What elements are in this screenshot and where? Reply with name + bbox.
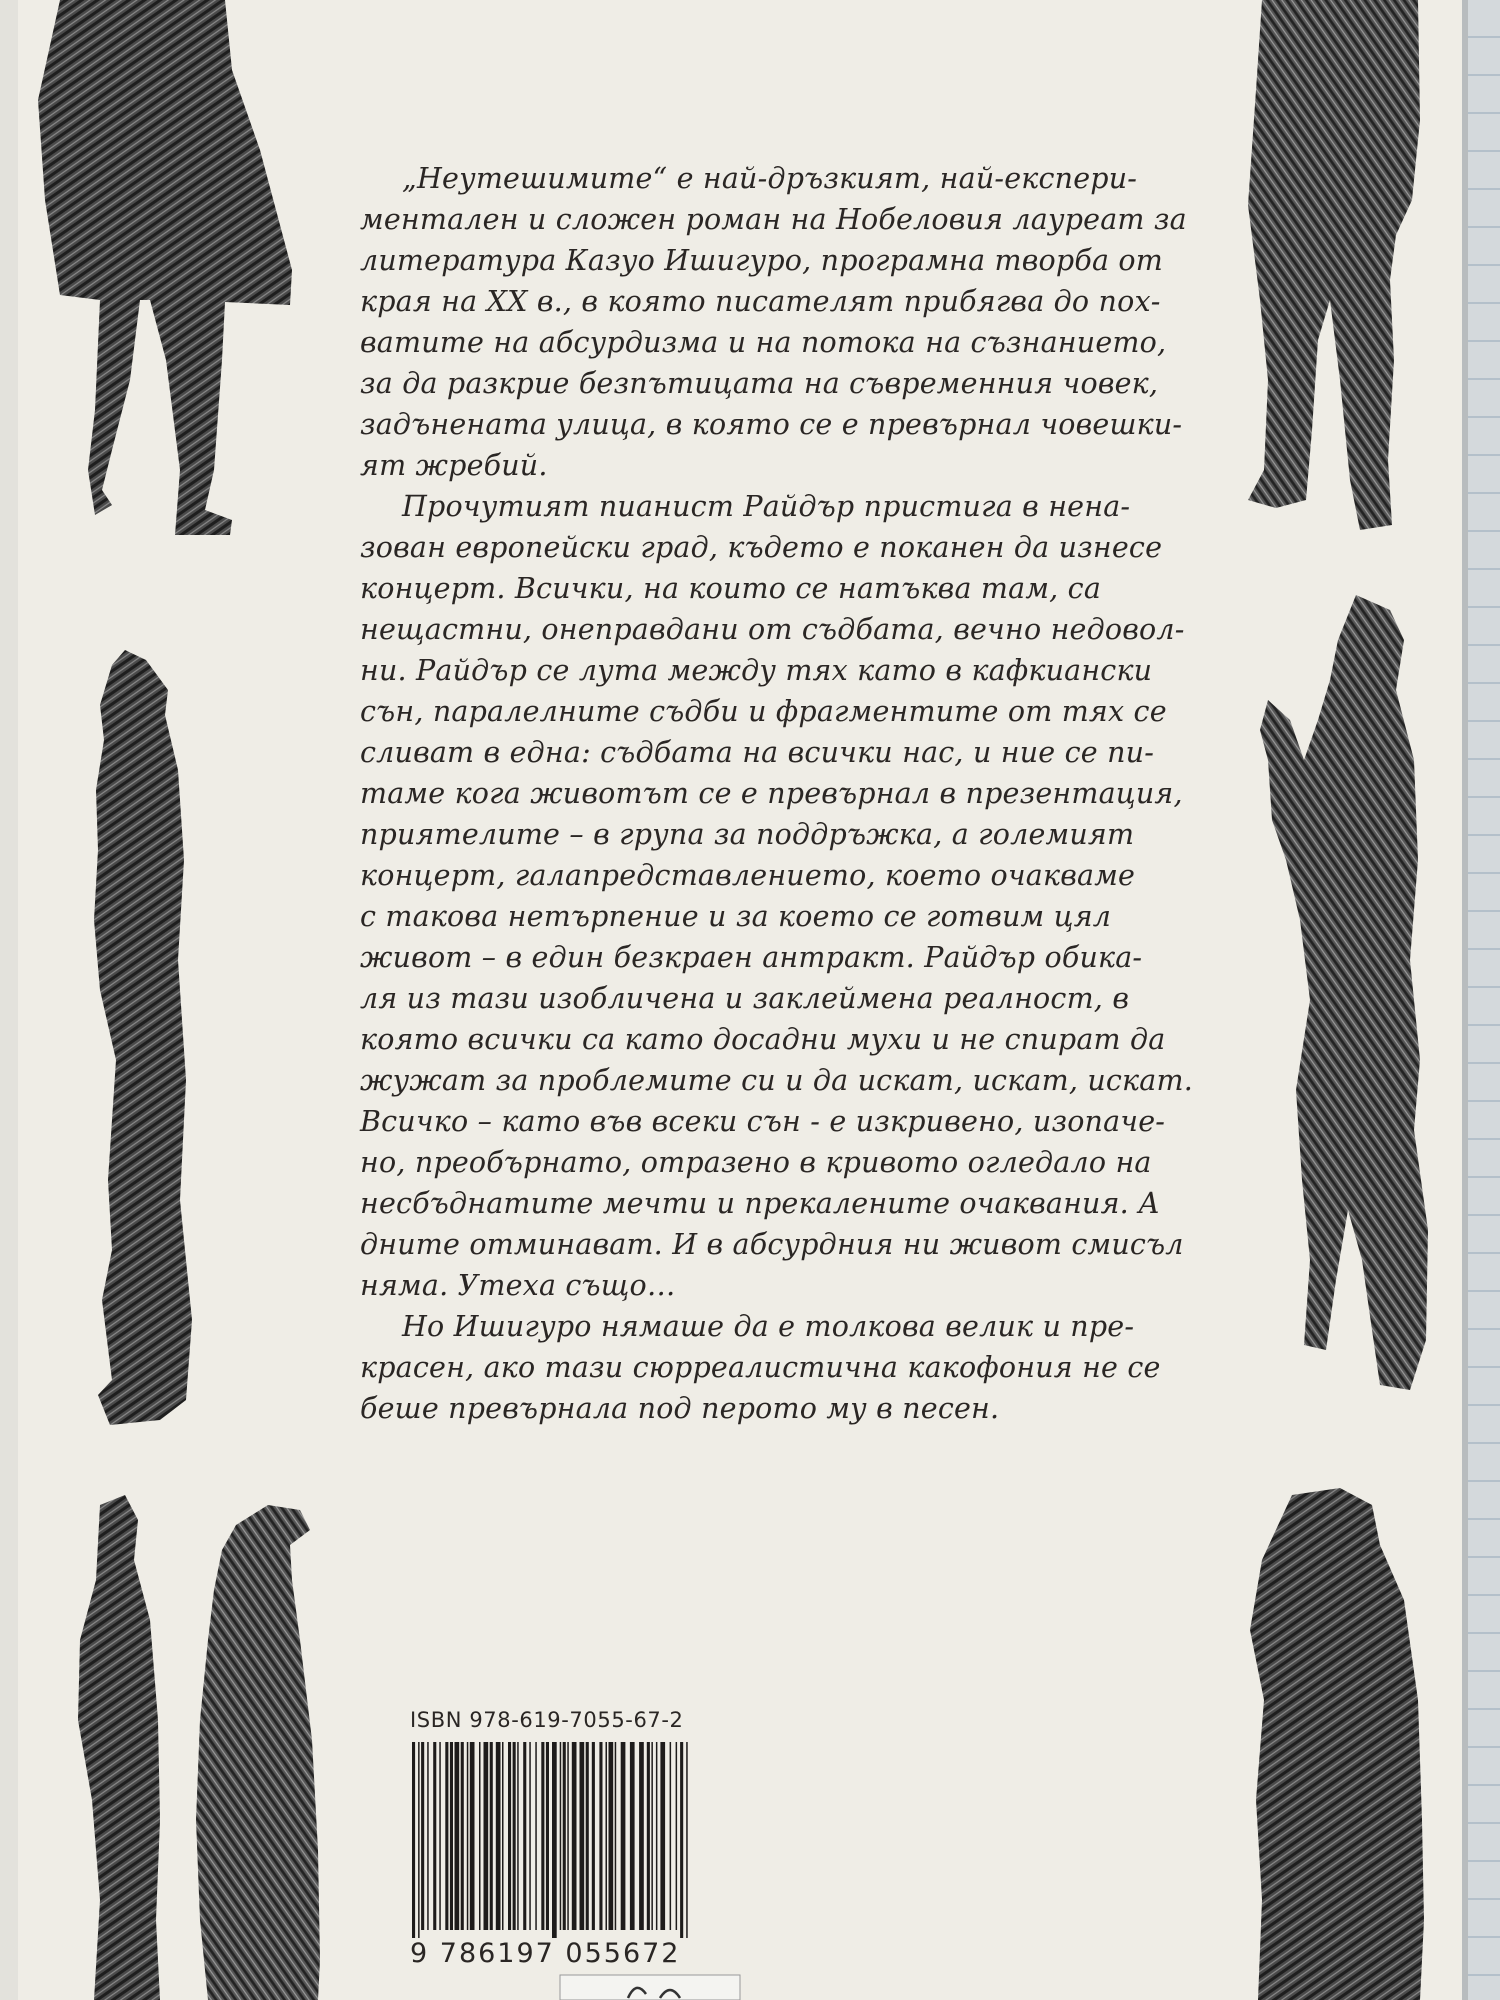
barcode-bar	[552, 1742, 557, 1938]
barcode-bar	[418, 1742, 420, 1938]
barcode-bar	[470, 1742, 475, 1930]
blurb-line: задънената улица, в която се е превърнал човешки-	[360, 408, 1183, 441]
sticker	[560, 1975, 740, 2000]
blurb-line: нещастни, онеправдани от съдбата, вечно недовол-	[360, 613, 1185, 646]
blurb-line: ватите на абсурдизма и на потока на съзнанието,	[360, 326, 1167, 359]
blurb-line: таме кога животът се е превърнал в презентация,	[360, 777, 1183, 810]
blurb-line: края на XX в., в която писателят прибягва до пох-	[360, 285, 1161, 318]
barcode-bar	[572, 1742, 577, 1930]
barcode-bar	[467, 1742, 469, 1930]
barcode-bar	[670, 1742, 672, 1930]
barcode-bar	[676, 1742, 678, 1930]
blurb-line: за да разкрие безпътицата на съвременния човек,	[360, 367, 1159, 400]
barcode-bar	[445, 1742, 448, 1930]
barcode-bar	[496, 1742, 501, 1930]
barcode-bar	[580, 1742, 585, 1930]
blurb-line: ля из тази изобличена и заклеймена реалност, в	[360, 982, 1130, 1015]
barcode-bar	[592, 1742, 595, 1930]
blurb-line: „Неутешимите“ е най-дръзкият, най-експери-	[402, 162, 1138, 195]
blurb-line: красен, ако тази сюрреалистична какофония не се	[360, 1351, 1161, 1384]
barcode-bar	[680, 1742, 683, 1938]
barcode-bar	[563, 1742, 566, 1930]
barcode-bar	[490, 1742, 493, 1930]
blurb-line: Но Ишигуро нямаше да е толкова велик и пре-	[402, 1310, 1135, 1343]
blurb-line: която всички са като досадни мухи и не спират да	[360, 1023, 1166, 1056]
barcode-bar	[686, 1742, 688, 1938]
blurb-line: концерт, галапредставлението, което очакваме	[360, 859, 1136, 892]
blurb-line: несбъднатите мечти и прекалените очаквания. А	[360, 1187, 1160, 1220]
barcode-bar	[630, 1742, 635, 1930]
blurb-line: ментален и сложен роман на Нобеловия лауреат за	[360, 203, 1187, 236]
blurb-line: сливат в една: съдбата на всички нас, и ние се пи-	[360, 736, 1155, 769]
barcode-bar	[455, 1742, 460, 1930]
barcode-bar	[529, 1742, 531, 1930]
barcode-bar	[609, 1742, 614, 1930]
barcode-bar	[484, 1742, 489, 1930]
barcode-bar	[639, 1742, 644, 1930]
blurb-line: с такова нетърпение и за което се готвим цял	[360, 900, 1112, 933]
barcode-bar	[450, 1742, 453, 1930]
barcode-number: 9 786197 055672	[410, 1938, 681, 1969]
blurb-line: ят жребий.	[360, 449, 548, 482]
barcode-bar	[567, 1742, 569, 1930]
barcode-bar	[508, 1742, 511, 1930]
barcode-bar	[439, 1742, 441, 1930]
barcode-bar	[513, 1742, 516, 1930]
blurb-line: жужат за проблемите си и да искат, искат, искат.	[360, 1064, 1193, 1097]
blurb-line: приятелите – в група за поддръжка, а големият	[360, 818, 1135, 851]
blurb-line: живот – в един безкраен антракт. Райдър обика-	[360, 941, 1143, 974]
barcode-bar	[606, 1742, 608, 1930]
blurb-line: няма. Утеха също…	[360, 1269, 676, 1302]
blurb-line: зован европейски град, където е поканен да изнесе	[360, 531, 1163, 564]
barcode-bar	[523, 1742, 526, 1930]
barcode-bar	[546, 1742, 549, 1930]
barcode-bar	[517, 1742, 519, 1930]
barcode-bar	[461, 1742, 464, 1930]
barcode-bar	[412, 1742, 415, 1938]
blurb-line: дните отминават. И в абсурдния ни живот смисъл	[360, 1228, 1184, 1261]
barcode-bar	[560, 1742, 562, 1930]
book-right-shadow	[1462, 0, 1468, 2000]
barcode-bar	[647, 1742, 650, 1930]
blurb-line: Прочутият пианист Райдър пристига в нена-	[402, 490, 1131, 523]
isbn-label: ISBN 978-619-7055-67-2	[410, 1708, 684, 1732]
barcode-bar	[433, 1742, 436, 1930]
blurb-line: ни. Райдър се лута между тях като в кафкиански	[360, 654, 1153, 687]
barcode-bar	[479, 1742, 481, 1930]
blurb-line: беше превърнала под перото му в песен.	[360, 1392, 1000, 1425]
blurb-line: литература Казуо Ишигуро, програмна творба от	[360, 244, 1163, 277]
blurb-line: Всичко – като във всеки сън - е изкривено, изопаче-	[360, 1105, 1166, 1138]
barcode-bar	[621, 1742, 626, 1930]
barcode-bar	[421, 1742, 424, 1930]
barcode-bar	[660, 1742, 665, 1930]
barcode-bar	[541, 1742, 544, 1930]
barcode-bar	[535, 1742, 537, 1930]
barcode-bar	[502, 1742, 504, 1930]
blurb-line: сън, паралелните съдби и фрагментите от тях се	[360, 695, 1167, 728]
barcode-bar	[586, 1742, 589, 1930]
barcode-bar	[656, 1742, 658, 1930]
blurb-line: концерт. Всички, на които се натъква там, са	[360, 572, 1102, 605]
book-blurb	[360, 158, 1210, 1429]
barcode-bar	[599, 1742, 602, 1930]
blurb-line: но, преобърнато, отразено в кривото огледало на	[360, 1146, 1152, 1179]
barcode-bar	[651, 1742, 653, 1930]
barcode-bar	[615, 1742, 617, 1930]
barcode-bar	[427, 1742, 429, 1930]
book-left-edge	[0, 0, 18, 2000]
